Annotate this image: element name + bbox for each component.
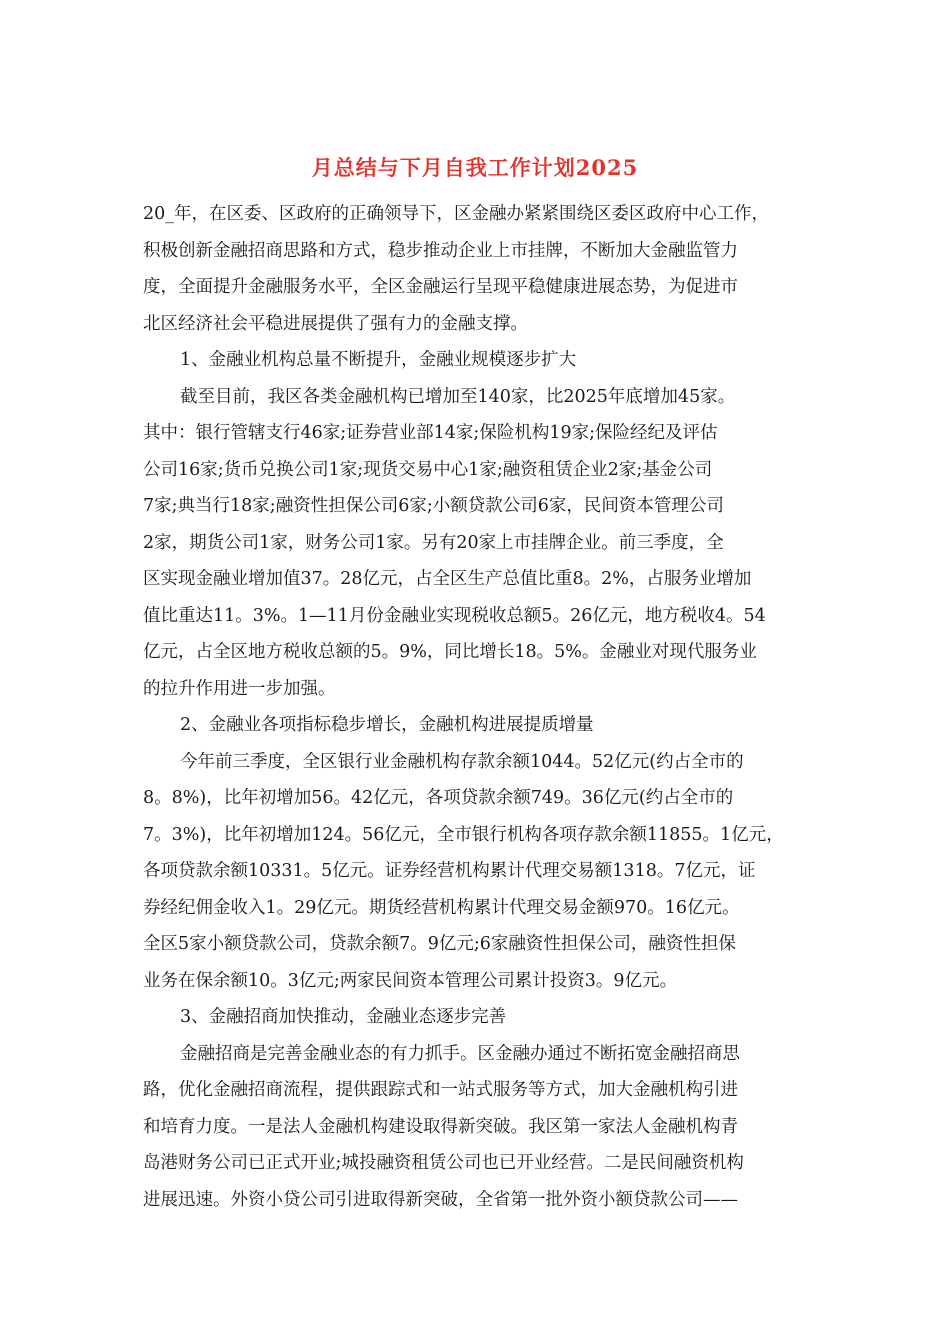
body-line: 7。3%)，比年初增加124。56亿元，全市银行机构各项存款余额11855。1亿元， [143, 824, 784, 845]
body-line: 7家;典当行18家;融资性担保公司6家;小额贷款公司6家，民间资本管理公司 [143, 496, 724, 516]
document-body [143, 196, 823, 1218]
body-line: 20_年，在区委、区政府的正确领导下，区金融办紧紧围绕区委区政府中心工作， [143, 204, 770, 224]
body-line: 其中：银行管辖支行46家;证券营业部14家;保险机构19家;保险经纪及评估 [143, 423, 718, 443]
body-line: 今年前三季度，全区银行业金融机构存款余额1044。52亿元(约占全市的 [180, 751, 744, 772]
body-line: 1、金融业机构总量不断提升，金融业规模逐步扩大 [180, 350, 577, 370]
body-line: 值比重达11。3%。1—11月份金融业实现税收总额5。26亿元，地方税收4。54 [143, 605, 766, 626]
body-line: 积极创新金融招商思路和方式，稳步推动企业上市挂牌，不断加大金融监管力 [143, 240, 738, 261]
body-line: 金融招商是完善金融业态的有力抓手。区金融办通过不断拓宽金融招商思 [180, 1043, 740, 1064]
body-line: 北区经济社会平稳进展提供了强有力的金融支撑。 [143, 313, 528, 334]
body-line: 的拉升作用进一步加强。 [143, 678, 336, 699]
body-line: 区实现金融业增加值37。28亿元，占全区生产总值比重8。2%，占服务业增加 [143, 569, 752, 589]
document-title: 月总结与下月自我工作计划2025 [311, 155, 639, 180]
body-line: 路，优化金融招商流程，提供跟踪式和一站式服务等方式，加大金融机构引进 [143, 1080, 738, 1100]
body-line: 3、金融招商加快推动，金融业态逐步完善 [180, 1007, 507, 1027]
body-line: 亿元，占全区地方税收总额的5。9%，同比增长18。5%。金融业对现代服务业 [143, 642, 757, 662]
body-line: 和培育力度。一是法人金融机构建设取得新突破。我区第一家法人金融机构青 [143, 1116, 738, 1137]
body-line: 公司16家;货币兑换公司1家;现货交易中心1家;融资租赁企业2家;基金公司 [143, 459, 713, 480]
body-line: 截至目前，我区各类金融机构已增加至140家，比2025年底增加45家。 [180, 386, 736, 407]
body-line: 各项贷款余额10331。5亿元。证券经营机构累计代理交易额1318。7亿元，证 [143, 861, 756, 881]
body-line: 全区5家小额贷款公司，贷款余额7。9亿元;6家融资性担保公司，融资性担保 [143, 934, 736, 954]
body-line: 8。8%)，比年初增加56。42亿元，各项贷款余额749。36亿元(约占全市的 [143, 788, 734, 808]
body-line: 业务在保余额10。3亿元;两家民间资本管理公司累计投资3。9亿元。 [143, 970, 678, 991]
body-line: 度，全面提升金融服务水平，全区金融运行呈现平稳健康进展态势，为促进市 [143, 277, 738, 297]
body-line: 岛港财务公司已正式开业;城投融资租赁公司也已开业经营。二是民间融资机构 [143, 1153, 744, 1173]
body-line: 券经纪佣金收入1。29亿元。期货经营机构累计代理交易金额970。16亿元。 [143, 897, 740, 918]
body-line: 2家，期货公司1家，财务公司1家。另有20家上市挂牌企业。前三季度，全 [143, 532, 724, 553]
body-line: 2、金融业各项指标稳步增长，金融机构进展提质增量 [180, 715, 594, 735]
body-line: 进展迅速。外资小贷公司引进取得新突破，全省第一批外资小额贷款公司—— [143, 1189, 738, 1210]
